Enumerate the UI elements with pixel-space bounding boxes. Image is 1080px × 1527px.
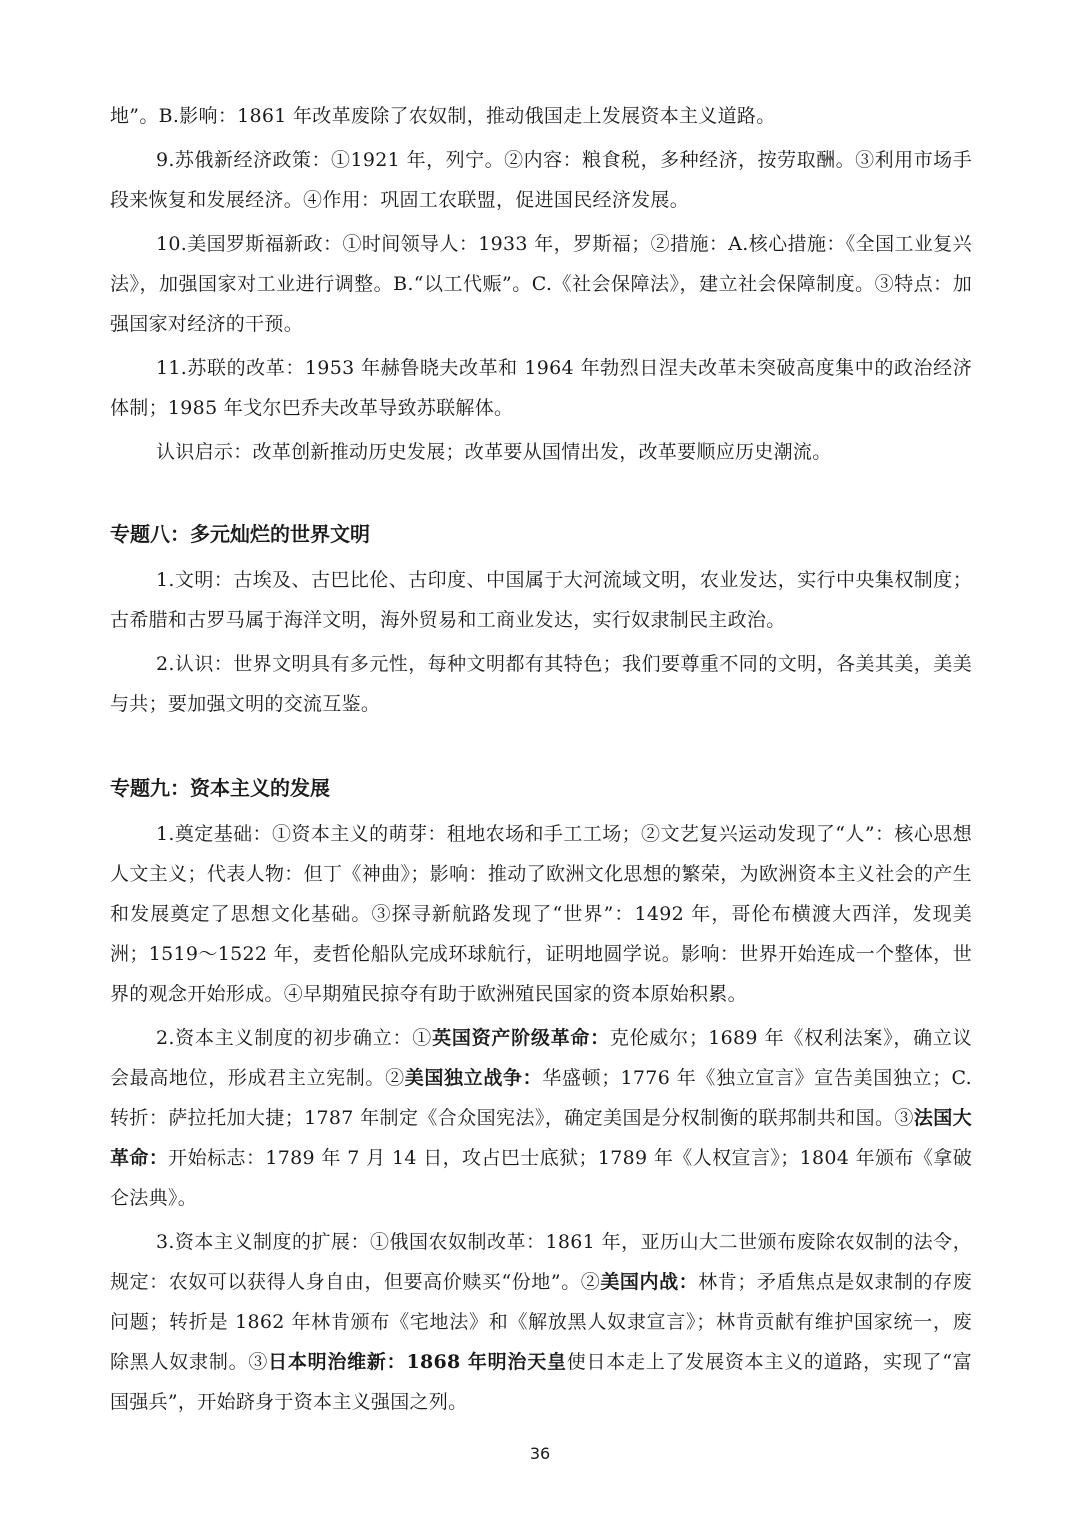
page-number: 36 xyxy=(529,1444,551,1463)
bold-term: 英国资产阶级革命： xyxy=(432,1027,610,1049)
text-run: 3.资本主义制度的扩展：①俄国农奴制改革：1861 年，亚历山大二世颁布废除农奴制的法令，规定：农奴可以获得人身自由，但要高价赎买“份地”。② xyxy=(110,1231,972,1293)
item-11-paragraph: 11.苏联的改革：1953 年赫鲁晓夫改革和 1964 年勃烈日涅夫改革未突破高度集中的政治经济体制；1985 年戈尔巴乔夫改革导致苏联解体。 xyxy=(110,357,972,419)
section-8-title: 专题八：多元灿烂的世界文明 xyxy=(110,522,370,546)
insight-paragraph: 认识启示：改革创新推动历史发展；改革要从国情出发，改革要顺应历史潮流。 xyxy=(156,441,832,463)
text-run: 华盛顿；1776 年《独立宣言》宣告美国独立；C.转折：萨拉托加大捷；1787 年制定《合众国宪法》，确定美国是分权制衡的联邦制共和国。③ xyxy=(110,1067,972,1129)
text-run: 开始标志：1789 年 7 月 14 日，攻占巴士底狱；1789 年《人权宣言》；1804 年颁布《拿破仑法典》。 xyxy=(110,1147,972,1209)
section-9-item-1: 1.奠定基础：①资本主义的萌芽：租地农场和手工工场；②文艺复兴运动发现了“人”：核心思想人文主义；代表人物：但丁《神曲》；影响：推动了欧洲文化思想的繁荣，为欧洲资本主义社会的产生和发展奠定了思想文化基础。③探寻新航路发现了“世界”：1492 年，哥伦布横渡大西洋，发现美洲；1519～1522 年，麦哲伦船队完成环球航行，证明地圆学说。影响：世界开始连成一个整体，世界的观念开始形成。④早期殖民掠夺有助于欧洲殖民国家的资本原始积累。 xyxy=(110,823,972,1005)
bold-term: 日本明治维新：1868 年明治天皇 xyxy=(268,1351,567,1373)
bold-term: 法国大革命： xyxy=(110,1107,972,1169)
continued-paragraph: 地”。B.影响：1861 年改革废除了农奴制，推动俄国走上发展资本主义道路。 xyxy=(110,105,776,127)
bold-term: 美国内战： xyxy=(600,1271,699,1293)
section-8-item-1: 1.文明：古埃及、古巴比伦、古印度、中国属于大河流域文明，农业发达，实行中央集权制度；古希腊和古罗马属于海洋文明，海外贸易和工商业发达，实行奴隶制民主政治。 xyxy=(110,569,972,631)
item-9-paragraph: 9.苏俄新经济政策：①1921 年，列宁。②内容：粮食税，多种经济，按劳取酬。③利用市场手段来恢复和发展经济。④作用：巩固工农联盟，促进国民经济发展。 xyxy=(110,149,972,211)
text-run: 2.资本主义制度的初步确立：① xyxy=(156,1027,433,1049)
section-9-title: 专题九：资本主义的发展 xyxy=(110,776,330,800)
section-8-item-2: 2.认识：世界文明具有多元性，每种文明都有其特色；我们要尊重不同的文明，各美其美，美美与共；要加强文明的交流互鉴。 xyxy=(110,653,972,715)
item-10-paragraph: 10.美国罗斯福新政：①时间领导人：1933 年，罗斯福；②措施：A.核心措施：《全国工业复兴法》，加强国家对工业进行调整。B.“以工代赈”。C.《社会保障法》，建立社会保障制度。③特点：加强国家对经济的干预。 xyxy=(110,233,972,335)
document-page xyxy=(110,96,972,1422)
bold-term: 美国独立战争： xyxy=(404,1067,543,1089)
text-run: 克伦威尔；1689 年《权利法案》，确立议会最高地位，形成君主立宪制。② xyxy=(110,1027,972,1089)
section-9-item-3 xyxy=(110,1222,972,1422)
section-9-item-2 xyxy=(110,1018,972,1218)
text-run: 林肯；矛盾焦点是奴隶制的存废问题；转折是 1862 年林肯颁布《宅地法》和《解放黑人奴隶宣言》；林肯贡献有维护国家统一，废除黑人奴隶制。③ xyxy=(110,1271,972,1373)
text-run: 使日本走上了发展资本主义的道路，实现了“富国强兵”，开始跻身于资本主义强国之列。 xyxy=(110,1351,973,1413)
